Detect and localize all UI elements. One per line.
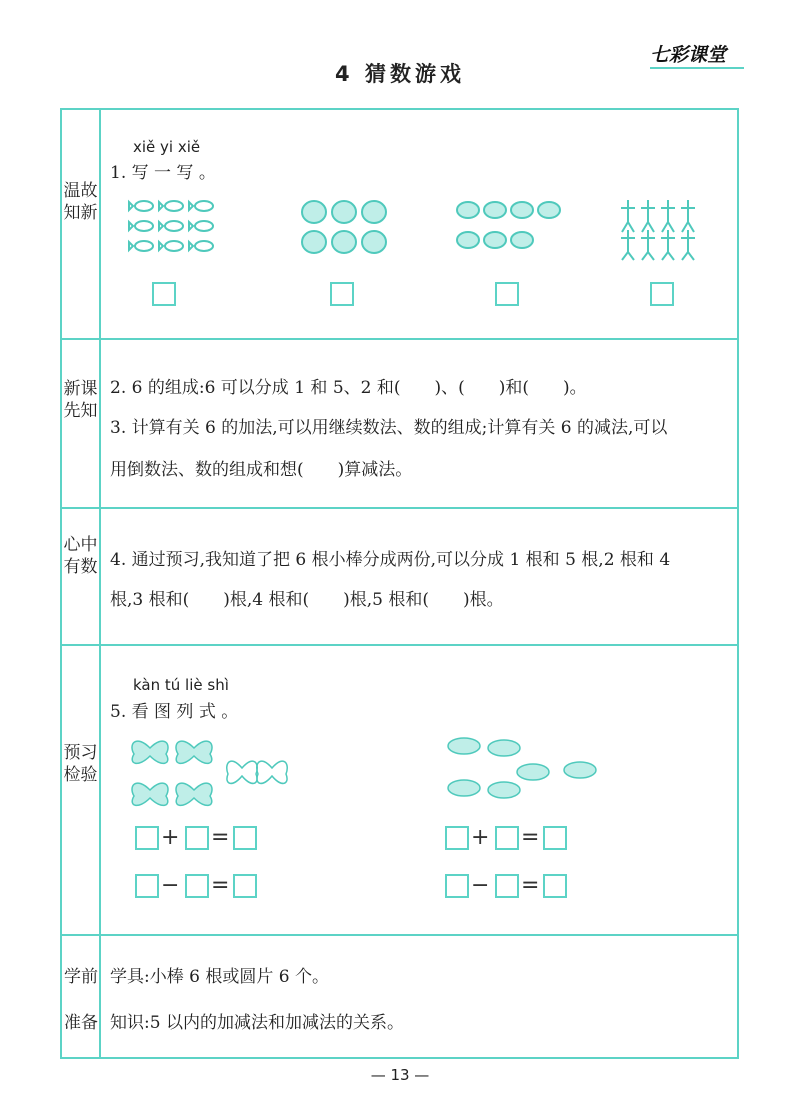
prep-tools: 学具:小棒 6 根或圆片 6 个。: [110, 967, 329, 987]
fish-group-icon: [129, 201, 213, 251]
q1-answer-box-octopus[interactable]: [330, 282, 354, 306]
q1-pinyin: xiě yi xiě: [133, 138, 201, 156]
section-label-prep-1: 学前: [64, 967, 98, 987]
section-label-check: 预习检验: [63, 743, 98, 785]
q5-pinyin: kàn tú liè shì: [133, 676, 229, 694]
eq4-minus: −: [471, 873, 490, 898]
eq2-box-a[interactable]: [135, 874, 159, 898]
page-title: 4 猜数游戏: [335, 62, 465, 86]
eq3-box-b[interactable]: [495, 826, 519, 850]
octopus-group-icon: [302, 201, 386, 253]
bird-group-icon: [457, 202, 560, 248]
q3-text-line2: 用倒数法、数的组成和想( )算减法。: [110, 460, 413, 480]
eq3-equals: =: [521, 825, 540, 850]
q1-pictures: [128, 196, 728, 262]
eq1-box-b[interactable]: [185, 826, 209, 850]
q4-text-line2: 根,3 根和( )根,4 根和( )根,5 根和( )根。: [110, 590, 504, 610]
q1-text: 1. 写 一 写 。: [110, 163, 216, 183]
eq2-box-b[interactable]: [185, 874, 209, 898]
eq1-plus: +: [161, 825, 180, 850]
section-divider-1: [60, 338, 739, 340]
q1-answer-box-fish[interactable]: [152, 282, 176, 306]
eq2-box-result[interactable]: [233, 874, 257, 898]
brand-logo: 七彩课堂: [650, 44, 727, 66]
section-label-prep-2: 准备: [64, 1013, 98, 1033]
section-label-preview: 新课先知: [63, 379, 98, 421]
brand-underline: [650, 67, 744, 69]
eq1-box-result[interactable]: [233, 826, 257, 850]
q2-text: 2. 6 的组成:6 可以分成 1 和 5、2 和( )、( )和( )。: [110, 378, 587, 398]
q1-answer-box-birds[interactable]: [495, 282, 519, 306]
eq2-equals: =: [211, 873, 230, 898]
label-column-divider: [99, 108, 101, 1059]
eq3-box-result[interactable]: [543, 826, 567, 850]
section-label-mind: 心中有数: [63, 535, 98, 577]
section-divider-4: [60, 934, 739, 936]
q1-answer-box-soldiers[interactable]: [650, 282, 674, 306]
eq1-box-a[interactable]: [135, 826, 159, 850]
eq4-equals: =: [521, 873, 540, 898]
prep-knowledge: 知识:5 以内的加减法和加减法的关系。: [110, 1013, 404, 1033]
q3-text-line1: 3. 计算有关 6 的加法,可以用继续数法、数的组成;计算有关 6 的减法,可以: [110, 418, 668, 438]
eq3-box-a[interactable]: [445, 826, 469, 850]
eq1-equals: =: [211, 825, 230, 850]
eq4-box-b[interactable]: [495, 874, 519, 898]
eq4-box-result[interactable]: [543, 874, 567, 898]
page-number: — 13 —: [370, 1066, 430, 1084]
butterfly-group-icon: [132, 741, 287, 805]
q5-text: 5. 看 图 列 式 。: [110, 702, 239, 722]
eq4-box-a[interactable]: [445, 874, 469, 898]
soldier-group-icon: [621, 200, 695, 260]
section-divider-3: [60, 644, 739, 646]
q5-pictures: [128, 734, 608, 810]
section-divider-2: [60, 507, 739, 509]
section-label-review: 温故知新: [63, 181, 98, 223]
q4-text-line1: 4. 通过预习,我知道了把 6 根小棒分成两份,可以分成 1 根和 5 根,2 根和 4: [110, 550, 671, 570]
eq2-minus: −: [161, 873, 180, 898]
eq3-plus: +: [471, 825, 490, 850]
bird-flock-icon: [448, 738, 596, 798]
